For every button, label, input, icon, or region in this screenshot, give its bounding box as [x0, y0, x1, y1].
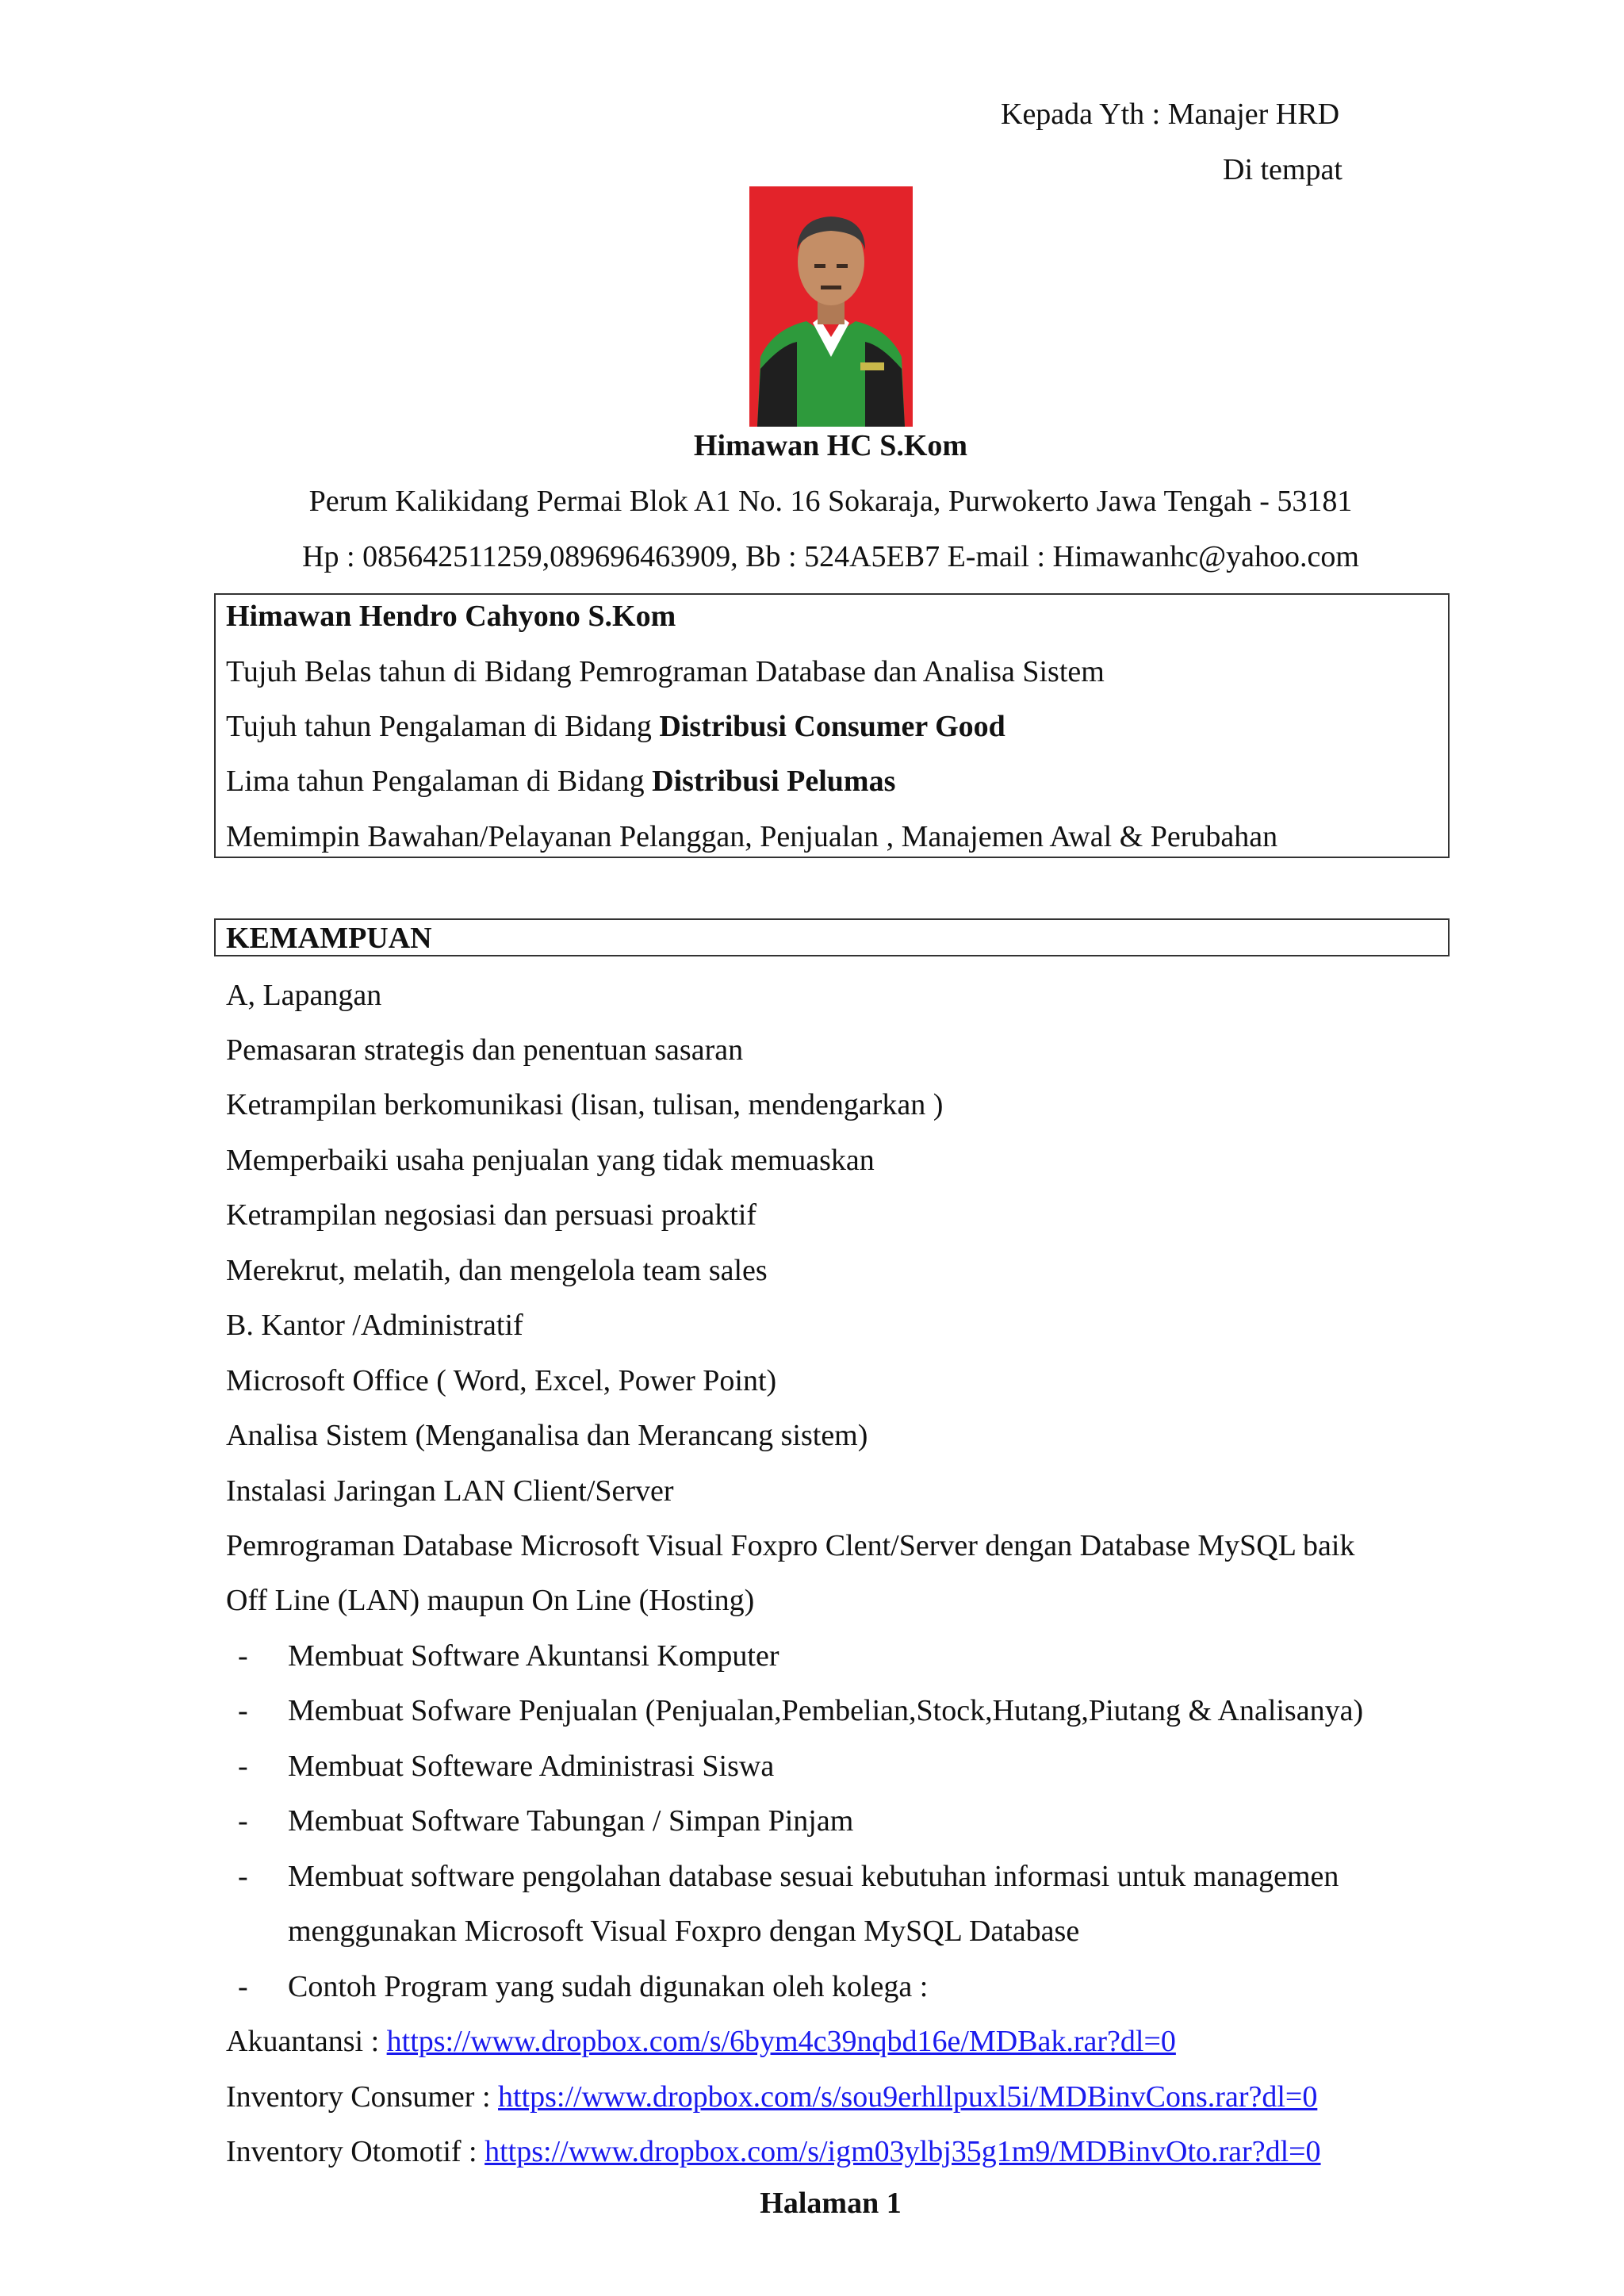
skills-field-item: Memperbaiki usaha penjualan yang tidak memuaskan — [226, 1144, 875, 1177]
bullet-dash: - — [238, 1639, 248, 1673]
bullet-dash: - — [238, 1860, 248, 1893]
skills-office-item: Pemrograman Database Microsoft Visual Foxpro Clent/Server dengan Database MySQL baik — [226, 1529, 1355, 1562]
person-photo-icon — [749, 186, 913, 427]
bullet-item: Membuat Sofware Penjualan (Penjualan,Pembelian,Stock,Hutang,Piutang & Analisanya) — [288, 1694, 1364, 1727]
skills-field-title: A, Lapangan — [226, 979, 382, 1012]
skills-field-item: Pemasaran strategis dan penentuan sasaran — [226, 1033, 744, 1067]
applicant-name: Himawan HC S.Kom — [693, 429, 968, 462]
inventory-consumer-download-link[interactable]: https://www.dropbox.com/s/sou9erhllpuxl5i/MDBinvCons.rar?dl=0 — [498, 2080, 1318, 2114]
profile-photo — [749, 186, 913, 427]
bullet-item: Membuat Software Tabungan / Simpan Pinjam — [288, 1804, 854, 1838]
link-row-consumer — [226, 2079, 1317, 2115]
summary-line-2-text: Tujuh tahun Pengalaman di Bidang — [226, 710, 660, 743]
summary-line-1: Tujuh Belas tahun di Bidang Pemrograman Database dan Analisa Sistem — [226, 655, 1105, 688]
recipient-line: Kepada Yth : Manajer HRD — [1001, 98, 1340, 131]
bullet-dash: - — [238, 1804, 248, 1838]
bullet-item-continuation: menggunakan Microsoft Visual Foxpro dengan MySQL Database — [288, 1915, 1080, 1948]
skills-office-item: Analisa Sistem (Menganalisa dan Merancang sistem) — [226, 1419, 868, 1452]
akuntansi-download-link[interactable]: https://www.dropbox.com/s/6bym4c39nqbd16e/MDBak.rar?dl=0 — [386, 2025, 1176, 2058]
skills-field-item: Merekrut, melatih, dan mengelola team sales — [226, 1254, 768, 1287]
applicant-address: Perum Kalikidang Permai Blok A1 No. 16 Sokaraja, Purwokerto Jawa Tengah - 53181 — [308, 485, 1353, 518]
summary-line-2-bold: Distribusi Consumer Good — [659, 710, 1005, 743]
link-row-akuntansi — [226, 2023, 1176, 2060]
link-label: Inventory Otomotif : — [226, 2135, 485, 2168]
recipient-place: Di tempat — [1223, 153, 1342, 186]
summary-line-4: Memimpin Bawahan/Pelayanan Pelanggan, Penjualan , Manajemen Awal & Perubahan — [226, 820, 1278, 853]
bullet-item: Membuat software pengolahan database sesuai kebutuhan informasi untuk managemen — [288, 1860, 1339, 1893]
link-label: Akuantansi : — [226, 2025, 387, 2058]
link-label: Inventory Consumer : — [226, 2080, 499, 2114]
skills-office-item: Off Line (LAN) maupun On Line (Hosting) — [226, 1584, 755, 1617]
summary-line-3 — [226, 763, 895, 799]
bullet-dash: - — [238, 1694, 248, 1727]
link-row-otomotif — [226, 2133, 1321, 2170]
skills-office-item: Microsoft Office ( Word, Excel, Power Point) — [226, 1364, 777, 1397]
page-number: Halaman 1 — [760, 2187, 902, 2220]
skills-field-item: Ketrampilan negosiasi dan persuasi proaktif — [226, 1198, 757, 1232]
inventory-otomotif-download-link[interactable]: https://www.dropbox.com/s/igm03ylbj35g1m9/MDBinvOto.rar?dl=0 — [485, 2135, 1321, 2168]
skills-field-item: Ketrampilan berkomunikasi (lisan, tulisan, mendengarkan ) — [226, 1088, 944, 1121]
skills-office-item: Instalasi Jaringan LAN Client/Server — [226, 1474, 674, 1508]
skills-office-title: B. Kantor /Administratif — [226, 1309, 523, 1342]
bullet-item: Membuat Softeware Administrasi Siswa — [288, 1750, 775, 1783]
summary-line-3-bold: Distribusi Pelumas — [652, 765, 896, 798]
bullet-dash: - — [238, 1750, 248, 1783]
summary-line-3-text: Lima tahun Pengalaman di Bidang — [226, 765, 653, 798]
applicant-contact: Hp : 085642511259,089696463909, Bb : 524A5EB7 E-mail : Himawanhc@yahoo.com — [302, 540, 1359, 573]
summary-full-name: Himawan Hendro Cahyono S.Kom — [226, 600, 676, 633]
bullet-item: Membuat Software Akuntansi Komputer — [288, 1639, 779, 1673]
summary-line-2 — [226, 708, 1005, 745]
bullet-item: Contoh Program yang sudah digunakan oleh kolega : — [288, 1970, 929, 2003]
bullet-dash: - — [238, 1970, 248, 2003]
skills-heading: KEMAMPUAN — [226, 922, 432, 955]
